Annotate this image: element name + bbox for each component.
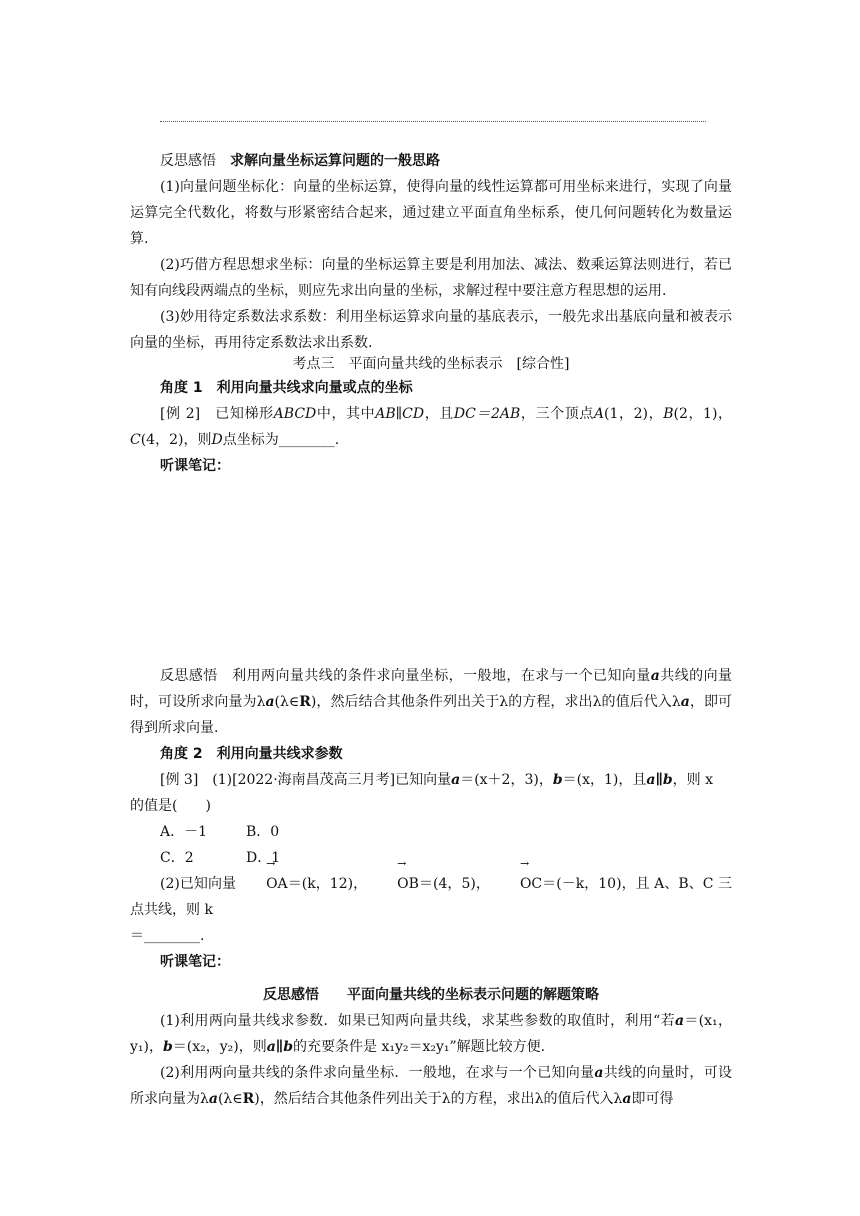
s2-text-3: (λ∈: [274, 694, 300, 710]
ex3-q2-d: ＝(－k，10)，且 A、B、C 三点共线，则 k: [130, 876, 732, 918]
option-d: D．1: [246, 850, 281, 866]
dotted-separator: [160, 121, 706, 122]
ex3-q2-end: ＝________.: [130, 928, 205, 944]
example-2-block: [130, 375, 732, 479]
s3-p2-a: (2)利用两向量共线的条件求向量坐标．一般地，在求与一个已知向量: [160, 1065, 595, 1081]
ex3-q2-b: ＝(k，12)，: [287, 876, 368, 892]
example-3-tag: [例 3]: [160, 772, 199, 788]
ex3-q1-d: ，则 x: [672, 772, 714, 788]
ex2-point-a: A: [593, 406, 605, 422]
reflection-heading-1: [130, 148, 732, 174]
ex3-vector-a: a: [451, 772, 461, 788]
reflection-3-p2: [130, 1060, 732, 1112]
reflection-3-p1: [130, 1008, 732, 1060]
s3-p1-a: (1)利用两向量共线求参数．如果已知两向量共线，求某些参数的取值时，利用“若: [160, 1013, 675, 1029]
ex2-text-e: 点坐标为________.: [222, 432, 340, 448]
option-c: C．2: [160, 850, 194, 866]
example-3-part2: [130, 871, 732, 923]
s3-p2-d: )，然后结合其他条件列出关于λ的方程，求出λ的值后代入λ: [254, 1091, 623, 1107]
ex2-dc-eq: DC＝2AB: [453, 406, 521, 422]
s3-p1-c: ＝(x₂，y₂)，则: [172, 1039, 267, 1055]
reflection-section-3: [130, 982, 732, 1112]
reflection-3-heading: 反思感悟 平面向量共线的坐标表示问题的解题策略: [263, 987, 599, 1003]
ex3-q1-c: ＝(x，1)，且: [562, 772, 647, 788]
example-2-text: [130, 401, 732, 453]
s3-p2-vector-a-3: a: [622, 1091, 632, 1107]
option-b: B．0: [246, 824, 280, 840]
ex2-text-d: ，三个顶点: [520, 406, 594, 422]
reflection-section-1: [130, 148, 732, 356]
ex2-point-c: C: [130, 432, 141, 448]
section-title-kaodian: [130, 351, 732, 377]
ex2-ab-par-cd: AB∥CD: [375, 406, 425, 422]
s2-vector-a-1: a: [650, 668, 660, 684]
s2-text-5: ，即可得到所求向量.: [130, 694, 733, 736]
kaodian-title: 考点三 平面向量共线的坐标表示 [综合性]: [292, 356, 570, 372]
ex2-b-coord: (2，1)，: [673, 406, 733, 422]
ex3-q2-c: ＝(4，5)，: [418, 876, 490, 892]
example-3-part1: [130, 767, 732, 793]
options-row-1: [130, 819, 732, 845]
reflection-title: 求解向量坐标运算问题的一般思路: [230, 153, 440, 169]
angle-1-heading: 角度 1 利用向量共线求向量或点的坐标: [160, 380, 413, 396]
ex3-q2-a: (2)已知向量: [160, 876, 237, 892]
s2-text-4: )，然后结合其他条件列出关于λ的方程，求出λ的值后代入λ: [310, 694, 681, 710]
notes-label-2: 听课笔记：: [160, 954, 230, 970]
s2-text-1: 反思感悟 利用两向量共线的条件求向量坐标，一般地，在求与一个已知向量: [160, 668, 651, 684]
example-2-tag: [例 2]: [160, 406, 201, 422]
s3-p2-e: 即可得: [631, 1091, 674, 1107]
s2-vector-a-3: a: [680, 694, 690, 710]
paragraph-3: (3)妙用待定系数法求系数：利用坐标运算求向量的基底表示，一般先求出基底向量和被表示向量的坐标，再用待定系数法求出系数.: [130, 309, 732, 351]
s2-text-2: 共线的向量时，可设所求向量为λ: [130, 668, 732, 710]
ex2-text-a: 已知梯形: [215, 406, 274, 422]
ex2-c-coord: (4，2)，则: [140, 432, 212, 448]
s3-p1-d: 的充要条件是 x₁y₂＝x₂y₁”解题比较方便.: [293, 1039, 546, 1055]
reflection-label: 反思感悟: [160, 153, 216, 169]
paragraph-1: (1)向量问题坐标化：向量的坐标运算，使得向量的线性运算都可用坐标来进行，实现了向量运算完全代数化，将数与形紧密结合起来，通过建立平面直角坐标系，使几何问题转化为数量运算.: [130, 179, 732, 247]
vector-ob: → OB: [367, 871, 419, 897]
reflection-section-2: [130, 663, 732, 975]
s3-p1-vector-b: b: [162, 1039, 173, 1055]
s3-p2-real-set: R: [242, 1091, 255, 1107]
ex3-q1-a: (1)[2022·海南昌茂高三月考]已知向量: [212, 772, 452, 788]
ex3-q1-b: ＝(x＋2，3)，: [460, 772, 553, 788]
vector-oc: → OC: [490, 871, 542, 897]
s3-p2-vector-a: a: [594, 1065, 604, 1081]
ex2-text-b: 中，其中: [316, 406, 376, 422]
angle-2-heading: 角度 2 利用向量共线求参数: [160, 746, 343, 762]
s3-p1-a-par-b: a∥b: [266, 1039, 294, 1055]
ex3-a-par-b: a∥b: [646, 772, 673, 788]
reflection-2-text: [130, 663, 732, 741]
s3-p2-c: (λ∈: [217, 1091, 243, 1107]
vector-oa: → OA: [236, 871, 288, 897]
ex2-abcd: ABCD: [273, 406, 317, 422]
options-row-2: [130, 845, 732, 871]
option-a: A．－1: [160, 824, 208, 840]
paragraph-2: (2)巧借方程思想求坐标：向量的坐标运算主要是利用加法、减法、数乘运算法则进行，若已知有向线段两端点的坐标，则应先求出向量的坐标，求解过程中要注意方程思想的运用.: [130, 257, 732, 299]
s3-p1-b: ＝(x₁，y₁)，: [130, 1013, 732, 1055]
s3-p2-b: 共线的向量时，可设所求向量为λ: [130, 1065, 732, 1107]
notes-label-1: 听课笔记：: [160, 458, 230, 474]
ex2-a-coord: (1，2)，: [604, 406, 664, 422]
ex3-vector-b: b: [552, 772, 563, 788]
ex3-q1-end: 的值是( ): [130, 798, 211, 814]
ex2-point-b: B: [663, 406, 674, 422]
ex2-point-d: D: [211, 432, 223, 448]
s2-real-set: R: [299, 694, 311, 710]
ex2-text-c: ，且: [424, 406, 454, 422]
s3-p1-vector-a: a: [674, 1013, 685, 1029]
s3-p2-vector-a-2: a: [208, 1091, 218, 1107]
s2-vector-a-2: a: [265, 694, 275, 710]
